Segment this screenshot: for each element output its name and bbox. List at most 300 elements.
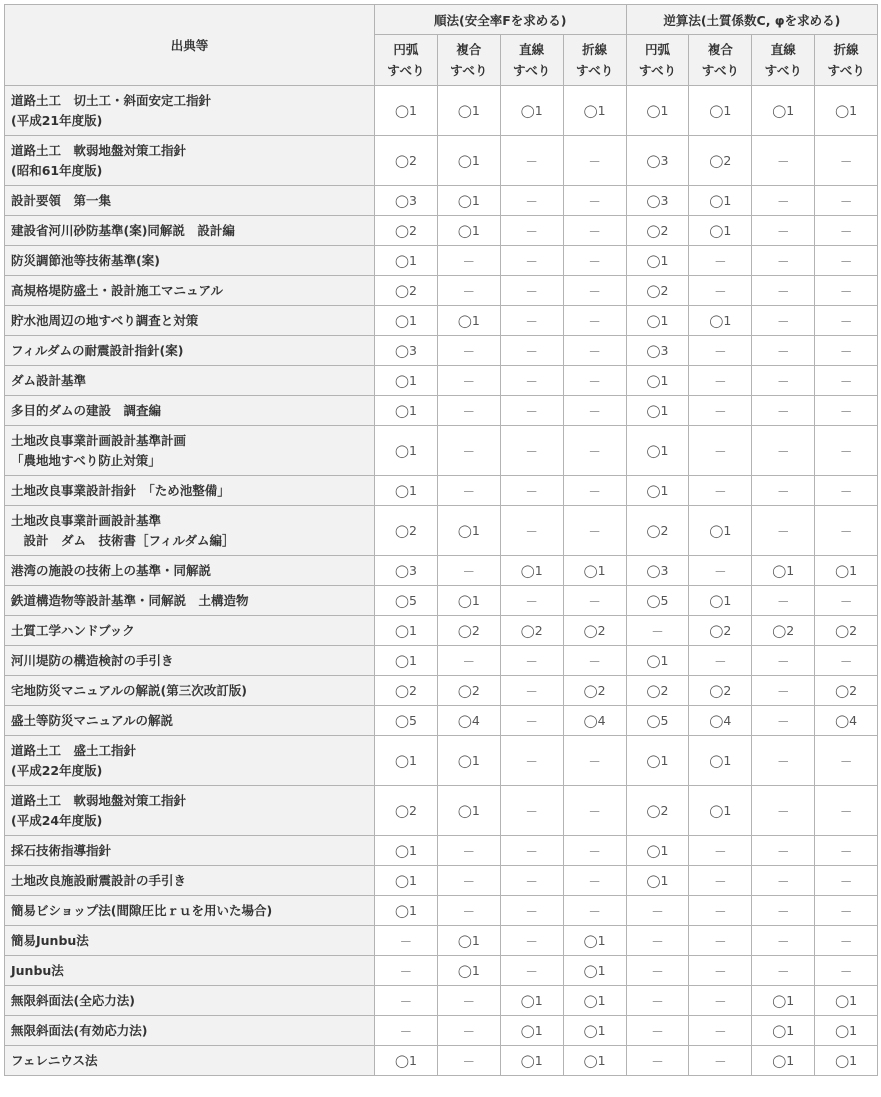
applicability-cell: －	[500, 836, 563, 866]
applicability-cell: －	[815, 476, 878, 506]
source-title-line: 土地改良事業計画設計基準計画	[11, 432, 187, 448]
applicability-cell: －	[626, 616, 689, 646]
applicability-cell: ◯2	[375, 786, 438, 836]
applicability-cell: －	[689, 476, 752, 506]
slip-type-header	[437, 35, 500, 86]
applicability-cell: －	[815, 186, 878, 216]
source-cell	[5, 896, 375, 926]
table-row	[5, 786, 878, 836]
applicability-cell: －	[752, 676, 815, 706]
source-cell	[5, 186, 375, 216]
applicability-cell: －	[815, 736, 878, 786]
applicability-cell: －	[689, 986, 752, 1016]
applicability-cell: －	[689, 556, 752, 586]
source-cell	[5, 246, 375, 276]
table-row	[5, 216, 878, 246]
applicability-cell: －	[563, 836, 626, 866]
applicability-cell: －	[437, 276, 500, 306]
table-row	[5, 1016, 878, 1046]
applicability-cell: ◯1	[375, 866, 438, 896]
source-title-line: 土地改良施設耐震設計の手引き	[11, 872, 187, 888]
applicability-cell: －	[626, 956, 689, 986]
applicability-cell: －	[689, 956, 752, 986]
applicability-cell: －	[752, 646, 815, 676]
applicability-cell: ◯1	[626, 646, 689, 676]
source-cell	[5, 306, 375, 336]
applicability-cell: ◯1	[689, 736, 752, 786]
source-cell	[5, 1046, 375, 1076]
applicability-cell: －	[500, 646, 563, 676]
applicability-cell: －	[752, 956, 815, 986]
applicability-cell: －	[752, 216, 815, 246]
source-title-line: 簡易Junbu法	[11, 932, 89, 948]
applicability-cell: ◯1	[563, 956, 626, 986]
source-cell	[5, 706, 375, 736]
applicability-cell: －	[815, 896, 878, 926]
applicability-cell: ◯5	[375, 706, 438, 736]
source-cell	[5, 1016, 375, 1046]
applicability-cell: ◯2	[563, 676, 626, 706]
applicability-cell: ◯1	[815, 86, 878, 136]
table-row	[5, 866, 878, 896]
applicability-cell: －	[437, 646, 500, 676]
slip-type-suffix: すべり	[827, 63, 865, 78]
applicability-cell: ◯2	[500, 616, 563, 646]
applicability-cell: －	[815, 926, 878, 956]
source-title-line: 採石技術指導指針	[11, 842, 112, 858]
source-column-header: 出典等	[5, 5, 375, 86]
applicability-cell: －	[815, 336, 878, 366]
table-row	[5, 86, 878, 136]
source-title-line: 貯水池周辺の地すべり調査と対策	[11, 312, 199, 328]
applicability-cell: ◯3	[375, 186, 438, 216]
slip-type-header	[752, 35, 815, 86]
table-row	[5, 736, 878, 786]
applicability-cell: ◯1	[500, 986, 563, 1016]
applicability-cell: －	[500, 366, 563, 396]
applicability-cell: －	[752, 706, 815, 736]
applicability-cell: ◯1	[689, 586, 752, 616]
applicability-cell: ◯1	[815, 1016, 878, 1046]
applicability-cell: ◯2	[626, 676, 689, 706]
applicability-cell: －	[752, 926, 815, 956]
source-cell	[5, 366, 375, 396]
applicability-cell: －	[563, 866, 626, 896]
applicability-cell: ◯4	[689, 706, 752, 736]
applicability-cell: －	[815, 786, 878, 836]
table-row	[5, 556, 878, 586]
applicability-cell: ◯1	[626, 246, 689, 276]
applicability-cell: ◯1	[626, 396, 689, 426]
source-cell	[5, 506, 375, 556]
applicability-cell: ◯2	[626, 276, 689, 306]
applicability-cell: ◯5	[375, 586, 438, 616]
applicability-cell: －	[375, 956, 438, 986]
slope-stability-methods-table	[4, 4, 878, 1076]
applicability-cell: ◯4	[437, 706, 500, 736]
applicability-cell: －	[563, 366, 626, 396]
table-row	[5, 396, 878, 426]
table-row	[5, 926, 878, 956]
applicability-cell: －	[563, 896, 626, 926]
slip-type-label: 直線	[519, 42, 545, 57]
applicability-cell: －	[689, 1046, 752, 1076]
table-row	[5, 426, 878, 476]
applicability-cell: －	[563, 306, 626, 336]
source-title-line: 防災調節池等技術基準(案)	[11, 252, 160, 268]
applicability-cell: ◯2	[689, 616, 752, 646]
source-title-line: 土地改良事業設計指針 「ため池整備」	[11, 482, 230, 498]
applicability-cell: ◯1	[563, 556, 626, 586]
applicability-cell: ◯1	[815, 986, 878, 1016]
applicability-cell: ◯1	[689, 186, 752, 216]
applicability-cell: －	[815, 366, 878, 396]
applicability-cell: －	[500, 276, 563, 306]
applicability-cell: ◯1	[375, 616, 438, 646]
applicability-cell: －	[815, 276, 878, 306]
slip-type-label: 直線	[770, 42, 796, 57]
applicability-cell: －	[500, 306, 563, 336]
applicability-cell: ◯2	[626, 216, 689, 246]
source-title-line: 港湾の施設の技術上の基準・同解説	[11, 562, 212, 578]
slip-type-label: 折線	[582, 42, 608, 57]
source-cell	[5, 866, 375, 896]
applicability-cell: －	[437, 396, 500, 426]
applicability-cell: －	[563, 476, 626, 506]
applicability-cell: －	[437, 866, 500, 896]
slip-type-suffix: すべり	[701, 63, 739, 78]
applicability-cell: －	[815, 836, 878, 866]
applicability-cell: －	[437, 476, 500, 506]
applicability-cell: ◯1	[563, 986, 626, 1016]
applicability-cell: －	[752, 786, 815, 836]
applicability-cell: －	[563, 246, 626, 276]
source-title-line: 多目的ダムの建設 調査編	[11, 402, 162, 418]
applicability-cell: ◯1	[689, 216, 752, 246]
applicability-cell: －	[752, 426, 815, 476]
slip-type-header	[689, 35, 752, 86]
source-cell	[5, 676, 375, 706]
applicability-cell: －	[437, 896, 500, 926]
applicability-cell: －	[752, 186, 815, 216]
table-row	[5, 336, 878, 366]
applicability-cell: －	[689, 366, 752, 396]
applicability-cell: －	[375, 1016, 438, 1046]
source-title-line: 盛土等防災マニュアルの解説	[11, 712, 174, 728]
source-title-line: 道路土工 盛土工指針	[11, 742, 137, 758]
applicability-cell: －	[815, 646, 878, 676]
slip-type-label: 複合	[456, 42, 482, 57]
applicability-cell: ◯1	[375, 426, 438, 476]
slip-type-header	[563, 35, 626, 86]
applicability-cell: ◯1	[375, 366, 438, 396]
applicability-cell: －	[500, 786, 563, 836]
applicability-cell: －	[689, 426, 752, 476]
slip-type-header	[500, 35, 563, 86]
source-title-line: 土地改良事業計画設計基準	[11, 512, 162, 528]
applicability-cell: ◯5	[626, 706, 689, 736]
table-row	[5, 956, 878, 986]
applicability-cell: ◯2	[375, 216, 438, 246]
source-title-line: 土質工学ハンドブック	[11, 622, 135, 638]
applicability-cell: ◯1	[689, 306, 752, 336]
applicability-cell: －	[563, 646, 626, 676]
applicability-cell: ◯1	[500, 556, 563, 586]
applicability-cell: －	[437, 246, 500, 276]
source-title-line: 河川堤防の構造検討の手引き	[11, 652, 174, 668]
applicability-cell: ◯1	[689, 786, 752, 836]
applicability-cell: －	[689, 396, 752, 426]
applicability-cell: －	[752, 136, 815, 186]
source-title-line: 簡易ビショップ法(間隙圧比ｒｕを用いた場合)	[11, 902, 273, 918]
applicability-cell: －	[689, 896, 752, 926]
applicability-cell: －	[626, 896, 689, 926]
applicability-cell: －	[689, 926, 752, 956]
table-row	[5, 836, 878, 866]
applicability-cell: －	[500, 476, 563, 506]
source-cell	[5, 216, 375, 246]
applicability-cell: ◯1	[752, 556, 815, 586]
source-cell	[5, 986, 375, 1016]
table-row	[5, 506, 878, 556]
table-row	[5, 246, 878, 276]
applicability-cell: －	[815, 426, 878, 476]
table-row	[5, 586, 878, 616]
applicability-cell: ◯1	[437, 216, 500, 246]
source-cell	[5, 736, 375, 786]
applicability-cell: －	[815, 956, 878, 986]
slip-type-label: 複合	[707, 42, 733, 57]
applicability-cell: －	[626, 926, 689, 956]
applicability-cell: －	[815, 506, 878, 556]
slip-type-header	[626, 35, 689, 86]
applicability-cell: ◯5	[626, 586, 689, 616]
source-title-line: 高規格堤防盛土・設計施工マニュアル	[11, 282, 224, 298]
applicability-cell: －	[437, 1046, 500, 1076]
applicability-cell: －	[815, 216, 878, 246]
slip-type-suffix: すべり	[450, 63, 488, 78]
source-title-line: フィルダムの耐震設計指針(案)	[11, 342, 184, 358]
applicability-cell: ◯1	[375, 1046, 438, 1076]
slip-type-suffix: すべり	[387, 63, 425, 78]
applicability-cell: ◯1	[752, 986, 815, 1016]
source-title-line: 建設省河川砂防基準(案)同解説 設計編	[11, 222, 235, 238]
applicability-cell: ◯1	[626, 476, 689, 506]
applicability-cell: ◯1	[500, 1016, 563, 1046]
applicability-cell: ◯2	[437, 616, 500, 646]
applicability-cell: －	[437, 556, 500, 586]
applicability-cell: －	[500, 136, 563, 186]
applicability-cell: －	[815, 866, 878, 896]
applicability-cell: ◯3	[626, 336, 689, 366]
applicability-cell: ◯1	[752, 1046, 815, 1076]
applicability-cell: ◯2	[375, 506, 438, 556]
applicability-cell: ◯1	[375, 836, 438, 866]
applicability-cell: －	[563, 786, 626, 836]
applicability-cell: －	[563, 276, 626, 306]
applicability-cell: －	[752, 586, 815, 616]
applicability-cell: －	[500, 706, 563, 736]
applicability-cell: －	[563, 506, 626, 556]
source-title-line: 「農地地すべり防止対策」	[11, 452, 161, 468]
applicability-cell: －	[815, 396, 878, 426]
applicability-cell: －	[815, 136, 878, 186]
applicability-cell: ◯2	[375, 276, 438, 306]
source-cell	[5, 786, 375, 836]
applicability-cell: ◯1	[375, 396, 438, 426]
applicability-cell: －	[752, 396, 815, 426]
table-row	[5, 706, 878, 736]
slip-type-label: 折線	[833, 42, 859, 57]
applicability-cell: －	[563, 396, 626, 426]
source-cell	[5, 86, 375, 136]
applicability-cell: －	[437, 336, 500, 366]
applicability-cell: －	[752, 866, 815, 896]
applicability-cell: －	[563, 216, 626, 246]
applicability-cell: －	[689, 276, 752, 306]
applicability-cell: ◯1	[563, 1046, 626, 1076]
applicability-cell: ◯1	[626, 426, 689, 476]
applicability-cell: －	[752, 736, 815, 786]
applicability-cell: ◯2	[437, 676, 500, 706]
slip-type-suffix: すべり	[513, 63, 551, 78]
source-cell	[5, 586, 375, 616]
source-cell	[5, 646, 375, 676]
applicability-cell: ◯1	[437, 786, 500, 836]
applicability-cell: －	[626, 986, 689, 1016]
applicability-cell: ◯2	[815, 616, 878, 646]
applicability-cell: ◯1	[626, 736, 689, 786]
source-title-line: 設計 ダム 技術書［フィルダム編］	[11, 532, 235, 548]
slip-type-label: 円弧	[393, 42, 419, 57]
applicability-cell: －	[375, 926, 438, 956]
source-title-line: (昭和61年度版)	[11, 162, 103, 178]
source-cell	[5, 836, 375, 866]
applicability-cell: －	[752, 246, 815, 276]
applicability-cell: ◯1	[815, 1046, 878, 1076]
applicability-cell: ◯1	[437, 306, 500, 336]
applicability-cell: ◯1	[437, 186, 500, 216]
applicability-cell: －	[563, 736, 626, 786]
applicability-cell: －	[500, 736, 563, 786]
source-cell	[5, 336, 375, 366]
applicability-cell: ◯1	[437, 736, 500, 786]
applicability-cell: －	[689, 866, 752, 896]
source-title-line: フェレニウス法	[11, 1052, 98, 1068]
applicability-cell: －	[563, 586, 626, 616]
table-row	[5, 646, 878, 676]
applicability-cell: ◯1	[500, 1046, 563, 1076]
applicability-cell: ◯1	[375, 736, 438, 786]
source-title-line: 宅地防災マニュアルの解説(第三次改訂版)	[11, 682, 247, 698]
applicability-cell: －	[500, 246, 563, 276]
applicability-cell: ◯1	[375, 246, 438, 276]
applicability-cell: －	[500, 216, 563, 246]
applicability-cell: ◯2	[689, 136, 752, 186]
applicability-cell: ◯1	[375, 86, 438, 136]
applicability-cell: ◯1	[563, 1016, 626, 1046]
applicability-cell: ◯1	[437, 586, 500, 616]
applicability-cell: ◯1	[437, 956, 500, 986]
applicability-cell: －	[752, 896, 815, 926]
table-row	[5, 186, 878, 216]
applicability-cell: －	[752, 476, 815, 506]
source-cell	[5, 276, 375, 306]
applicability-cell: －	[500, 396, 563, 426]
applicability-cell: ◯2	[375, 676, 438, 706]
forward-method-header: 順法(安全率Fを求める)	[375, 5, 627, 35]
slip-type-header	[815, 35, 878, 86]
table-row	[5, 896, 878, 926]
applicability-cell: －	[437, 1016, 500, 1046]
applicability-cell: －	[689, 1016, 752, 1046]
source-title-line: 無限斜面法(有効応力法)	[11, 1022, 148, 1038]
applicability-cell: ◯1	[500, 86, 563, 136]
applicability-cell: ◯1	[437, 506, 500, 556]
table-row	[5, 136, 878, 186]
applicability-cell: －	[500, 506, 563, 556]
applicability-cell: ◯2	[626, 506, 689, 556]
source-cell	[5, 956, 375, 986]
table-row	[5, 276, 878, 306]
applicability-cell: ◯1	[689, 506, 752, 556]
applicability-cell: －	[437, 836, 500, 866]
applicability-cell: ◯1	[375, 896, 438, 926]
applicability-cell: ◯2	[563, 616, 626, 646]
applicability-cell: ◯1	[563, 86, 626, 136]
source-title-line: 鉄道構造物等設計基準・同解説 土構造物	[11, 592, 249, 608]
applicability-cell: －	[500, 926, 563, 956]
applicability-cell: －	[815, 306, 878, 336]
applicability-cell: －	[437, 366, 500, 396]
applicability-cell: －	[500, 676, 563, 706]
source-title-line: 道路土工 切土工・斜面安定工指針	[11, 92, 212, 108]
applicability-cell: －	[815, 586, 878, 616]
applicability-cell: －	[752, 276, 815, 306]
applicability-cell: ◯1	[626, 866, 689, 896]
applicability-cell: ◯1	[563, 926, 626, 956]
applicability-cell: －	[752, 306, 815, 336]
applicability-cell: －	[689, 336, 752, 366]
source-cell	[5, 426, 375, 476]
applicability-cell: ◯1	[626, 306, 689, 336]
applicability-cell: ◯1	[437, 86, 500, 136]
table-row	[5, 986, 878, 1016]
applicability-cell: ◯2	[815, 676, 878, 706]
source-cell	[5, 616, 375, 646]
source-cell	[5, 136, 375, 186]
source-cell	[5, 396, 375, 426]
applicability-cell: ◯1	[437, 926, 500, 956]
applicability-cell: ◯1	[752, 1016, 815, 1046]
applicability-cell: －	[563, 336, 626, 366]
applicability-cell: ◯3	[375, 556, 438, 586]
applicability-cell: ◯2	[689, 676, 752, 706]
applicability-cell: ◯4	[563, 706, 626, 736]
applicability-cell: －	[563, 426, 626, 476]
applicability-cell: －	[752, 836, 815, 866]
applicability-cell: ◯1	[375, 646, 438, 676]
source-title-line: 無限斜面法(全応力法)	[11, 992, 135, 1008]
applicability-cell: －	[626, 1046, 689, 1076]
applicability-cell: ◯1	[689, 86, 752, 136]
applicability-cell: －	[752, 336, 815, 366]
applicability-cell: －	[563, 186, 626, 216]
applicability-cell: ◯2	[375, 136, 438, 186]
applicability-cell: ◯3	[626, 186, 689, 216]
source-title-line: 道路土工 軟弱地盤対策工指針	[11, 792, 187, 808]
applicability-cell: ◯1	[752, 86, 815, 136]
